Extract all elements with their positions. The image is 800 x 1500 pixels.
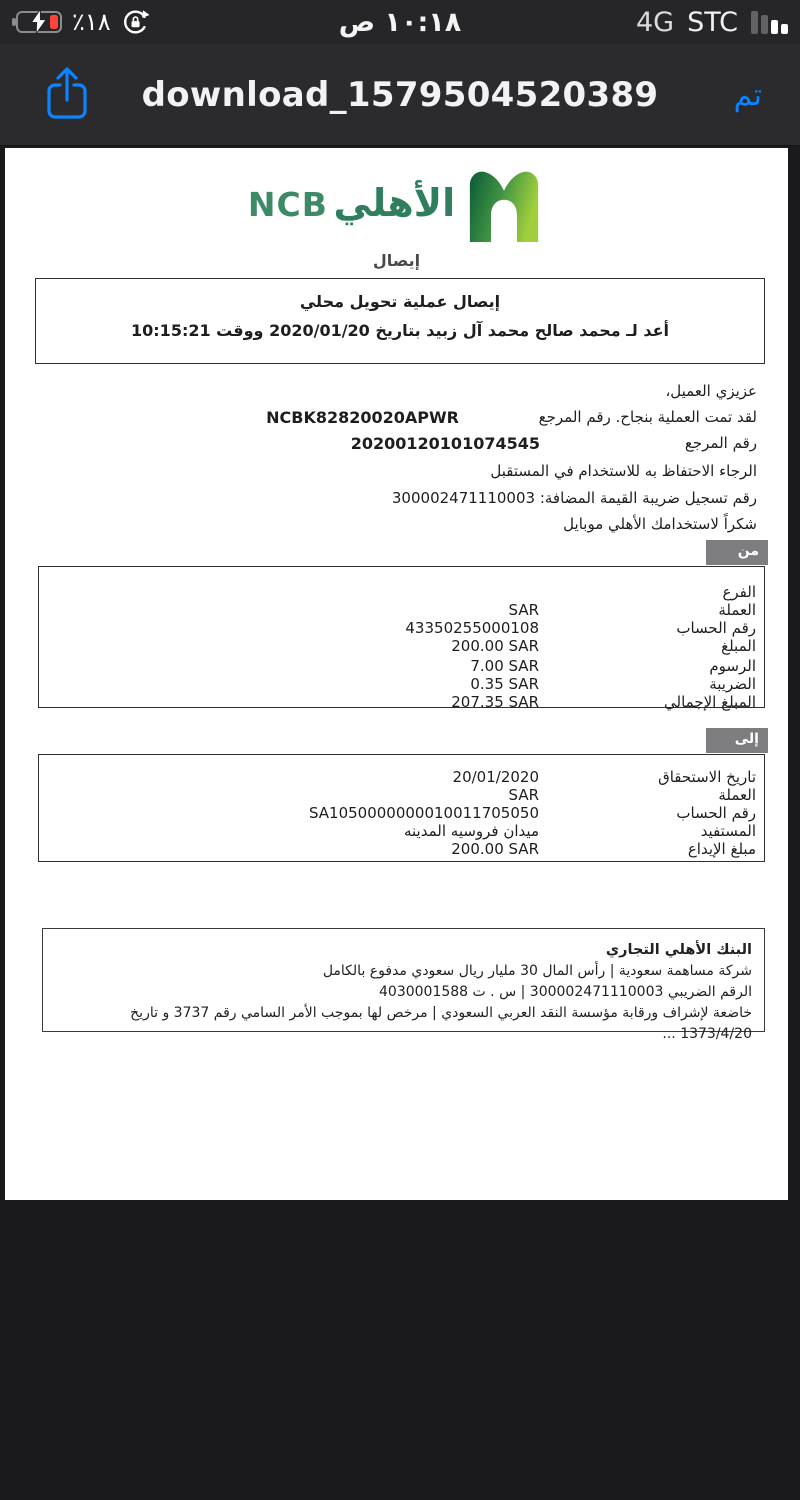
- table-row: [39, 675, 764, 693]
- table-row: [39, 786, 764, 804]
- table-row: [39, 583, 764, 601]
- row-label: رقم الحساب: [676, 804, 756, 822]
- reference-label: رقم المرجع: [684, 434, 757, 452]
- row-label: العملة: [718, 786, 756, 804]
- row-value: SAR: [508, 601, 539, 619]
- ncb-arch-icon: [463, 164, 545, 242]
- signal-bar: [751, 11, 758, 34]
- table-row: [39, 637, 764, 655]
- bank-name: [248, 181, 455, 225]
- from-box: [38, 566, 765, 711]
- greeting-text: عزيزي العميل،: [665, 382, 757, 400]
- carrier-label: STC: [687, 6, 738, 38]
- document-page[interactable]: [5, 148, 788, 1200]
- row-value: 207.35 SAR: [451, 693, 539, 711]
- share-icon: [44, 64, 90, 122]
- signal-bar: [771, 20, 778, 34]
- bank-footer-box: [42, 928, 765, 1042]
- table-row: [39, 601, 764, 619]
- signal-bar: [781, 24, 788, 34]
- done-button[interactable]: تم: [734, 44, 762, 146]
- status-time: ١٠:١٨ ص: [338, 6, 462, 38]
- battery-cap: [12, 18, 16, 26]
- table-row: [39, 693, 764, 711]
- battery-fill: [50, 15, 58, 29]
- row-label: مبلغ الإيداع: [687, 840, 756, 858]
- row-label: الفرع: [722, 583, 756, 601]
- row-value: 43350255000108: [405, 619, 539, 637]
- success-reference-value: NCBK82820020APWR: [266, 408, 459, 427]
- greeting-line: [5, 382, 788, 402]
- vat-line: [5, 489, 788, 509]
- status-left-cluster: [16, 0, 151, 44]
- bank-license-line: خاضعة لإشراف ورقابة مؤسسة النقد العربي السعودي | مرخص لها بموجب الأمر السامي رقم 3737 و تاريخ 1373/4/20 ...: [130, 1005, 752, 1042]
- row-label: المبلغ الإجمالي: [664, 693, 756, 711]
- row-value: 20/01/2020: [452, 768, 539, 786]
- receipt-type-line: إيصال عملية تحويل محلي: [299, 292, 501, 311]
- bank-logo: [5, 164, 788, 242]
- row-label: المستفيد: [700, 822, 756, 840]
- row-label: المبلغ: [721, 637, 756, 655]
- row-value: 200.00 SAR: [451, 637, 539, 655]
- to-box: [38, 754, 765, 862]
- bank-legal-name: البنك الأهلي التجاري: [605, 942, 752, 958]
- table-row: [39, 804, 764, 822]
- vat-text: رقم تسجيل ضريبة القيمة المضافة: 300002471110003: [391, 489, 757, 507]
- row-value: 200.00 SAR: [451, 840, 539, 858]
- status-right-cluster: [636, 0, 788, 44]
- network-type-label: 4G: [635, 6, 675, 38]
- bank-name-english: NCB: [247, 185, 328, 224]
- table-row: [39, 768, 764, 786]
- row-value: SAR: [508, 786, 539, 804]
- table-row: [39, 657, 764, 675]
- reference-line: [5, 434, 788, 454]
- row-label: الضريبة: [709, 675, 756, 693]
- success-label: لقد تمت العملية بنجاح. رقم المرجع: [538, 408, 757, 426]
- prepared-for-line: أعد لـ محمد صالح محمد آل زبيد بتاريخ 2020/01/20 ووقت 10:15:21: [131, 321, 669, 340]
- bank-tax-cr-line: الرقم الضريبي 300002471110003 | س . ت 4030001588: [379, 984, 752, 1000]
- table-row: [39, 840, 764, 858]
- signal-bar: [761, 15, 768, 34]
- row-label: الرسوم: [709, 657, 756, 675]
- keep-note-line: [5, 462, 788, 482]
- share-button[interactable]: [44, 64, 90, 124]
- row-label: تاريخ الاستحقاق: [658, 768, 756, 786]
- to-tab: إلى: [706, 728, 768, 753]
- keep-note-text: الرجاء الاحتفاظ به للاستخدام في المستقبل: [490, 462, 757, 480]
- battery-percent-label: ٪١٨: [72, 8, 111, 36]
- rotation-lock-icon: [121, 7, 151, 37]
- row-value: 7.00 SAR: [470, 657, 539, 675]
- thanks-line: [5, 515, 788, 535]
- success-line: [5, 408, 788, 428]
- nav-bar: [0, 44, 800, 146]
- table-row: [39, 822, 764, 840]
- row-label: رقم الحساب: [676, 619, 756, 637]
- reference-number-value: 20200120101074545: [350, 434, 540, 453]
- from-tab: من: [706, 540, 768, 565]
- document-title: download_1579504520389: [141, 75, 659, 115]
- receipt-subtitle: إيصال: [372, 251, 421, 270]
- row-value: 0.35 SAR: [470, 675, 539, 693]
- table-row: [39, 619, 764, 637]
- status-bar: [0, 0, 800, 44]
- bank-capital-line: شركة مساهمة سعودية | رأس المال 30 مليار ريال سعودي مدفوع بالكامل: [322, 963, 752, 979]
- battery-icon: [16, 11, 62, 33]
- charging-bolt-icon: [31, 8, 48, 34]
- receipt-header-box: [35, 278, 765, 364]
- row-label: العملة: [718, 601, 756, 619]
- bank-name-arabic: الأهلي: [333, 181, 456, 225]
- row-value: SA1050000000010011705050: [308, 804, 539, 822]
- row-value: ميدان فروسيه المدينه: [403, 822, 539, 840]
- signal-bars-icon: [751, 10, 788, 34]
- thanks-text: شكراً لاستخدامك الأهلي موبايل: [563, 515, 757, 533]
